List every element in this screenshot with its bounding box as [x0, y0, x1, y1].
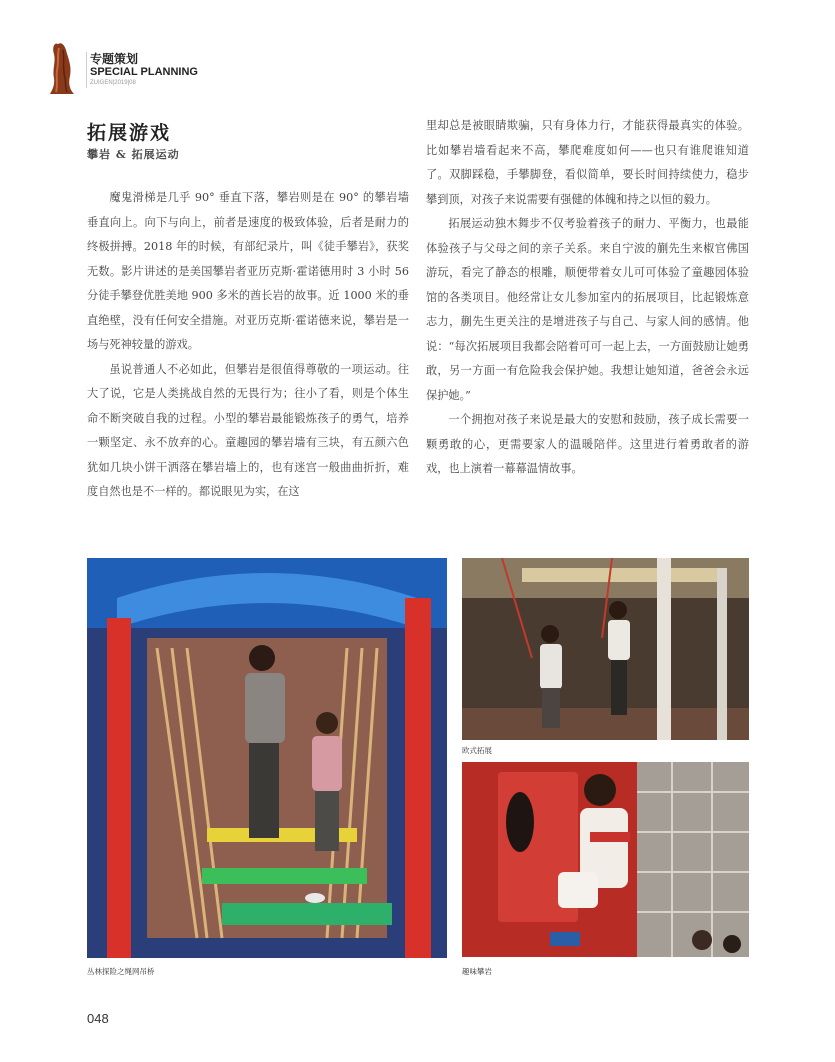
paragraph-continued: 里却总是被眼睛欺骗，只有身体力行，才能获得最真实的体验。比如攀岩墙看起来不高，攀爬难度如何——也只有谁爬谁知道了。双脚踩稳，手攀脚登，看似简单，要长时间持续使力，稳步攀到顶，对孩子来说需要有强健的体魄和持之以恒的毅力。 [426, 119, 749, 206]
paragraph: 魔鬼滑梯是几乎 90° 垂直下落，攀岩则是在 90° 的攀岩墙垂直向上。向下与向上，前者是速度的极致体验，后者是耐力的终极拼搏。2018 年的时候，有部纪录片，叫《徒手攀岩》，获奖无数。影片讲述的是美国攀岩者亚历克斯·霍诺德用时 3 小时 56 分徒手攀登优胜美地 900 多米的酋长岩的故事。近 1000 米的垂直绝壁，没有任何安全措施。对亚历克斯·霍诺德来说，攀岩是一场与死神较量的游戏。 [87, 191, 409, 351]
section-title-cn: 专题策划 [90, 52, 139, 66]
european-outward-bound-photo [462, 558, 749, 740]
rock-climbing-photo [462, 762, 749, 957]
rope-bridge-photo [87, 558, 447, 958]
section-title-en: SPECIAL PLANNING [90, 66, 198, 78]
header-divider [86, 52, 87, 88]
issue-label: ZUIGEN|2019|08 [90, 80, 136, 86]
article-title: 拓展游戏 [87, 122, 172, 144]
article-column-left [87, 186, 409, 505]
article-subtitle: 攀岩 & 拓展运动 [87, 148, 180, 161]
page-number: 048 [87, 1011, 109, 1026]
photo-caption: 趣味攀岩 [462, 967, 492, 976]
section-header [90, 52, 198, 87]
photo-caption: 欧式拓展 [462, 746, 492, 755]
paragraph: 一个拥抱对孩子来说是最大的安慰和鼓励，孩子成长需要一颗勇敢的心，更需要家人的温暖陪伴。这里进行着勇敢者的游戏，也上演着一幕幕温情故事。 [426, 413, 749, 475]
paragraph: 拓展运动独木舞步不仅考验着孩子的耐力、平衡力，也最能体验孩子与父母之间的亲子关系。来自宁波的蒯先生来椒官佛国游玩，看完了静态的根雕，顺便带着女儿可可体验了童趣园体验馆的各类项目。他经常让女儿参加室内的拓展项目，比起锻炼意志力，蒯先生更关注的是增进孩子与自己、与家人间的感情。他说：“每次拓展项目我都会陪着可可一起上去，一方面鼓励让她勇敢，另一方面一有危险我会保护她。我想让她知道，爸爸会永远保护她。” [426, 217, 749, 402]
root-carving-logo [48, 40, 78, 98]
photo-caption: 丛林探险之绳网吊桥 [87, 967, 155, 976]
article-column-right [426, 114, 749, 482]
paragraph: 虽说普通人不必如此，但攀岩是很值得尊敬的一项运动。往大了说，它是人类挑战自然的无畏行为；往小了看，则是个体生命不断突破自我的过程。小型的攀岩最能锻炼孩子的勇气，培养一颗坚定、永不放弃的心。童趣园的攀岩墙有三块，有五颜六色犹如几块小饼干洒落在攀岩墙上的，也有迷宫一般曲曲折折，难度自然也是不一样的。都说眼见为实，在这 [87, 362, 409, 498]
